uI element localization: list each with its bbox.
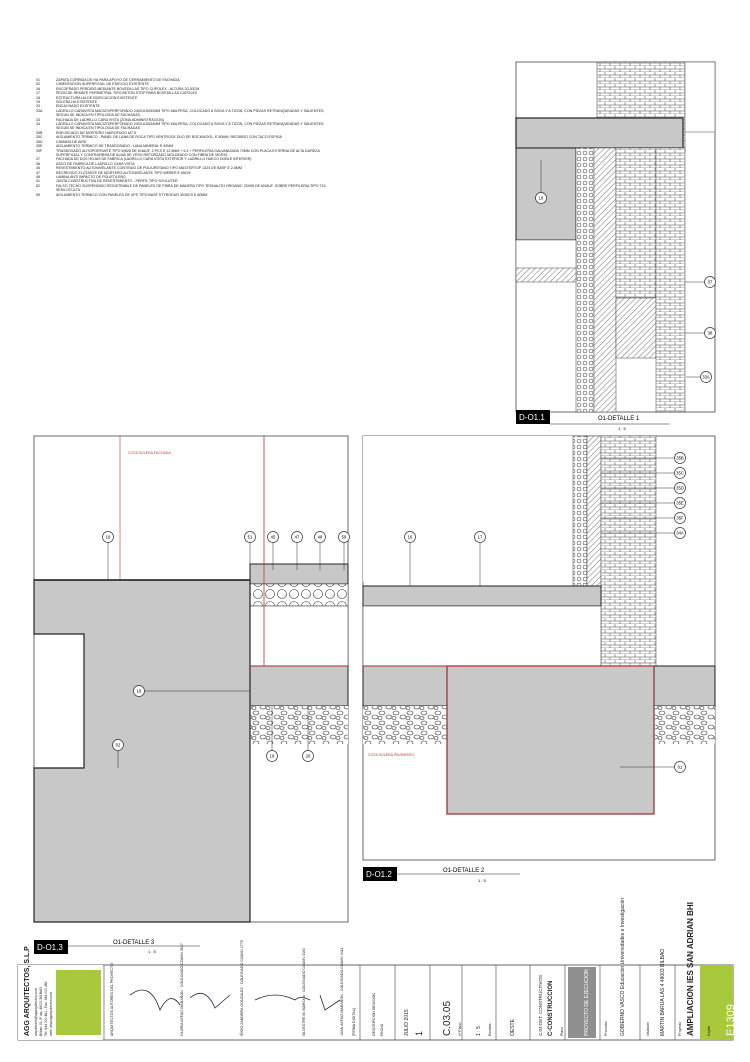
callout-label: 37 <box>707 279 713 285</box>
callout-label: 18 <box>136 688 142 694</box>
legend-text: FACHADA DE LADRILLO CARA VISTA (ZONA ADMINISTRACION) <box>56 117 164 122</box>
callout-label: 35E <box>676 500 684 506</box>
legend-number: 16 <box>36 86 40 91</box>
detail-2-title: O1-DETALLE 2 <box>443 868 485 874</box>
callout-label: 38 <box>707 330 713 336</box>
legend-text: ZAPATA CORRIDA DE HA PARA APOYO DE CERRAMIENTO DE FACHADA <box>56 78 180 82</box>
legend-number: 02 <box>36 82 40 87</box>
callout-label: 48 <box>317 534 323 540</box>
callout-label: 20 <box>305 753 311 759</box>
legend-number: 34 <box>36 122 40 127</box>
fecha-label: FECHA <box>380 1023 384 1036</box>
legend-number: 17 <box>36 91 40 96</box>
callout-bubble <box>686 372 712 383</box>
legend-number: 33 <box>36 117 40 122</box>
architects-label: ARQUITECTOS AUTORES DEL PROYECTO <box>110 963 114 1036</box>
callout-label: 59 <box>341 534 347 540</box>
callout-label: 16 <box>407 534 413 540</box>
legend-number: 47 <box>36 170 40 175</box>
legend-number: 19 <box>36 100 40 105</box>
plano-sub: C.03-DET. CONSTRUCTIVOS <box>538 974 543 1036</box>
legend-text: REVESTIMIENTO AUTONIVELANTE CONTINUO DE POLIURETANO TIPO MASTERTOP 1324 DE BASF E 2.5MM <box>56 166 242 171</box>
legend-text: AISLAMIENTO TERMICO - PANEL DE LANA DE ROCA TIPO VENTROCK DUO DE ROCKWOOL, E 80MM, RECIBIDO CON TACO ESPIGA <box>56 135 282 140</box>
detail-1-scale: 1 : 5 <box>618 426 626 431</box>
firm-info-line: Tel. 944 000 481 - Fax. 944 000 482 <box>44 981 48 1036</box>
legend-text: RECRECIDO FLOTANTE DE MORTERO AUTONIVELANTE TIPO WEBER E 65CM <box>56 170 191 175</box>
legend-number: 35B <box>36 130 43 135</box>
firma-label: [FIRMA DIGITAL] <box>352 1008 356 1036</box>
numero-label: nº Plano <box>458 1022 462 1036</box>
escala-label: Escalas <box>488 1023 492 1036</box>
expediente-label: Expte <box>706 1025 711 1036</box>
callout-bubble <box>685 328 716 339</box>
detail-3-title: O1-DETALLE 3 <box>113 940 155 946</box>
detail-2-code: D-O1.2 <box>366 870 392 879</box>
expediente-code: E1309 <box>725 1004 737 1036</box>
legend-text: PEZIN DE REMATE PERIMETRAL TIPO BETON STOP PARA BOVEDILLAS CUPOLEX <box>56 91 198 96</box>
callout-label: 34A <box>676 530 684 536</box>
callout-label: 35B <box>676 455 684 461</box>
legend-number: 48 <box>36 174 40 179</box>
legend-number: 01 <box>36 78 40 82</box>
project-label: Proyecto <box>678 1021 682 1036</box>
detail-3-drawing <box>34 436 348 922</box>
firm-suffix: ARQUITECTOS, S.L.P <box>24 946 31 1019</box>
detail-1-drawing <box>516 62 715 412</box>
callout-label: 35F <box>676 515 684 521</box>
callout-label: 35C <box>676 470 684 476</box>
firm-info-line: web: www.agarquitectos.com <box>49 992 53 1036</box>
callout-label: 33A <box>702 374 710 380</box>
cota-solera-fachada: COTA SOLERA FACHADA <box>128 451 171 455</box>
detail-2-drawing <box>363 436 715 860</box>
scale: 1 : 5 <box>476 1026 482 1036</box>
situacion-label: situación <box>646 1021 650 1036</box>
legend-text: ENCOFRADO PERDIDO MEDIANTE BOVEDILLAS TIPO CUPOLEX - ALTURA 20-30CM <box>56 86 200 91</box>
legend-text: SOLERA HA EXISTENTE <box>56 100 98 105</box>
legend-number: 45 <box>36 166 40 171</box>
sheet-number: 1 <box>414 1030 424 1036</box>
architect-entry: GLORIA AFFAIZ MARAÑON · COLEGIADO COAVN 3647 <box>180 943 184 1036</box>
firm-info-line: arquitectos@agarquitectos.com <box>34 988 38 1036</box>
detail-3-scale: 1 : 5 <box>148 949 156 954</box>
detail-1-code: D-O1.1 <box>519 413 545 422</box>
cota-solera-pavimento: COTA SOLERA PAVIMENTO <box>368 753 415 757</box>
address: MARTIN BARUA LAS 4 48003 BILBAO <box>660 948 666 1036</box>
legend-number: 18 <box>36 95 40 100</box>
promotor: GOBIERNO VASCO Educación Universidades e Investigación <box>620 897 626 1036</box>
detail-3-code: D-O1.3 <box>37 943 63 952</box>
firm-name <box>24 946 31 1036</box>
legend-number: 35C <box>36 135 43 140</box>
plano: C-CONSTRUCCION <box>548 980 554 1036</box>
legend-number: 59 <box>36 192 40 197</box>
callout-label: 18 <box>538 195 544 201</box>
legend-number: 37 <box>36 157 40 162</box>
legend-text: ESTRUCTURA HA DE EDIFICACION EXISTENTE <box>56 95 138 100</box>
revision-label: DESCRIPCION REVISION <box>372 992 376 1036</box>
promotor-label: Promotor <box>604 1021 608 1036</box>
plano-label: Plano <box>560 1026 564 1036</box>
firm-prefix: AGG <box>24 1020 31 1036</box>
legend-number: 20 <box>36 104 40 109</box>
legend-number: 51 <box>36 179 40 184</box>
callout-label: 17 <box>477 534 483 540</box>
architect-entry: JUAN AFFAIZ MARAÑON · COLEGIADO COAVN 3411 <box>340 947 344 1036</box>
legend-text: ENCACHADO EXISTENTE <box>56 104 100 109</box>
legend-text: LADRILLO CARAVISTA MACIZO/PERFORADO 240X115X52MM TIPO MALPESA, COLOCADO A SOGA Y A TIZON, CON PIEZAS RETRANQUEADAS Y SALIENTES, SEGUN SE INDICA EN TIPOLOGIA DE FACHADAS <box>56 108 325 118</box>
project-name: AMPLIACION IES SAN ADRIAN BHI <box>686 902 695 1036</box>
legend-text: FALSO TECHO SUSPENDIDO REGISTRABLE DE PANELES DE FIBRA DE MADERA TIPO TEKNALITH ORGANIC 25X95 DE KNAUF, SOBRE PERFILERIA TIPO T24 SEMI-OCULTA <box>56 183 326 193</box>
detail-1-title: O1-DETALLE 1 <box>598 416 640 422</box>
callout-label: 47 <box>294 534 300 540</box>
legend-text: JUNTA CONSTRUCTIVA DE REVESTIMIENTO - PERFIL TIPO SCHLUTER <box>56 179 178 184</box>
legend-number: 35E <box>36 144 43 149</box>
project-phase: PROYECTO DE EJECUCION <box>584 969 590 1036</box>
legend-number: 35F <box>36 148 43 153</box>
callout-label: 02 <box>115 742 121 748</box>
legend-number: 52 <box>36 183 40 188</box>
legend-text: ENFOSCADO DE MORTERO HIDROFUGO M7.5 <box>56 130 137 135</box>
callout-label: 19 <box>105 534 111 540</box>
legend-text: CAMARA DE AIRE <box>56 139 87 144</box>
callout-bubble <box>685 277 716 288</box>
callout-bubble <box>103 532 114 581</box>
legend-text: CIMENTACION SUPERFICIAL DE EDIFICIO EXISTENTE <box>56 82 149 87</box>
legend-text: TRASDOSADO AUTOPORTANTE TIPO W628 DE KNAUF, 2 PCS E 12.5MM + 6.4 + PERFILERIA GALVANIZADA 70MM CON PLACA EXTERNA DE ALTA DUREZA SUPERFICIAL Y CONTRAFIBRA DE ALMA DE YESO REFORZADO MOLDEADO CON FIBRA DE VIDRIO <box>56 148 320 157</box>
legend-text: LADRILLO CARAVISTA MACIZO/PERFORADO 240X115X52MM TIPO MALPESA, COLOCADO A SOGA Y A TIZON, CON PIEZAS RETRANQUEADAS Y SALIENTES, SEGUN SE INDICA EN TIPOLOGIA DE FACHADAS <box>56 122 325 131</box>
legend-number: 33A <box>36 108 43 113</box>
callout-label: 45 <box>270 534 276 540</box>
architect-entry: IÑIGO ZABORRA GONZALEZ · COLEGIADO COAVN 2775 <box>240 940 244 1036</box>
legend-text: AISLAMIENTO TERMICO CON PANELES DE XPS TIPO BASF STYRODUR 3035CS E 80MM <box>56 192 208 197</box>
plan-code: C.03.05 <box>442 1000 453 1036</box>
detail-2-scale: 1 : 5 <box>478 878 486 883</box>
legend-text: LAMINA ANTI IMPACTO DE POLIETILENO <box>56 174 126 179</box>
callout-label: 51 <box>247 534 253 540</box>
legend-text: FACHADA DE DOS HOJAS DE FABRICA (LADRILLO CARA VISTA EXTERIOR Y LADRILLO HUECO DOBLE INTERIOR) <box>56 157 252 162</box>
orientation: OESTE <box>510 1019 516 1036</box>
legend-number: 38 <box>36 161 40 166</box>
firm-info-line: Bilbao 15, 3º izq. 48001 BILBAO <box>39 987 43 1036</box>
architect-entry: SILVESTRE M. MARCHA · COLEGIADO COAVN 3104 <box>302 948 306 1036</box>
legend-number: 35D <box>36 139 43 144</box>
callout-label: 01 <box>677 764 683 770</box>
callout-label: 19 <box>269 753 275 759</box>
legend-text: ASCO DE FABRICA DE LADRILLO CARA VISTA <box>56 161 135 166</box>
legend-text: AISLAMIENTO TERMICO DE TRASDOSADO - LANA MINERAL E 40MM <box>56 144 174 149</box>
callout-label: 35D <box>676 485 684 491</box>
date: JULIO 2015 <box>404 1009 410 1036</box>
